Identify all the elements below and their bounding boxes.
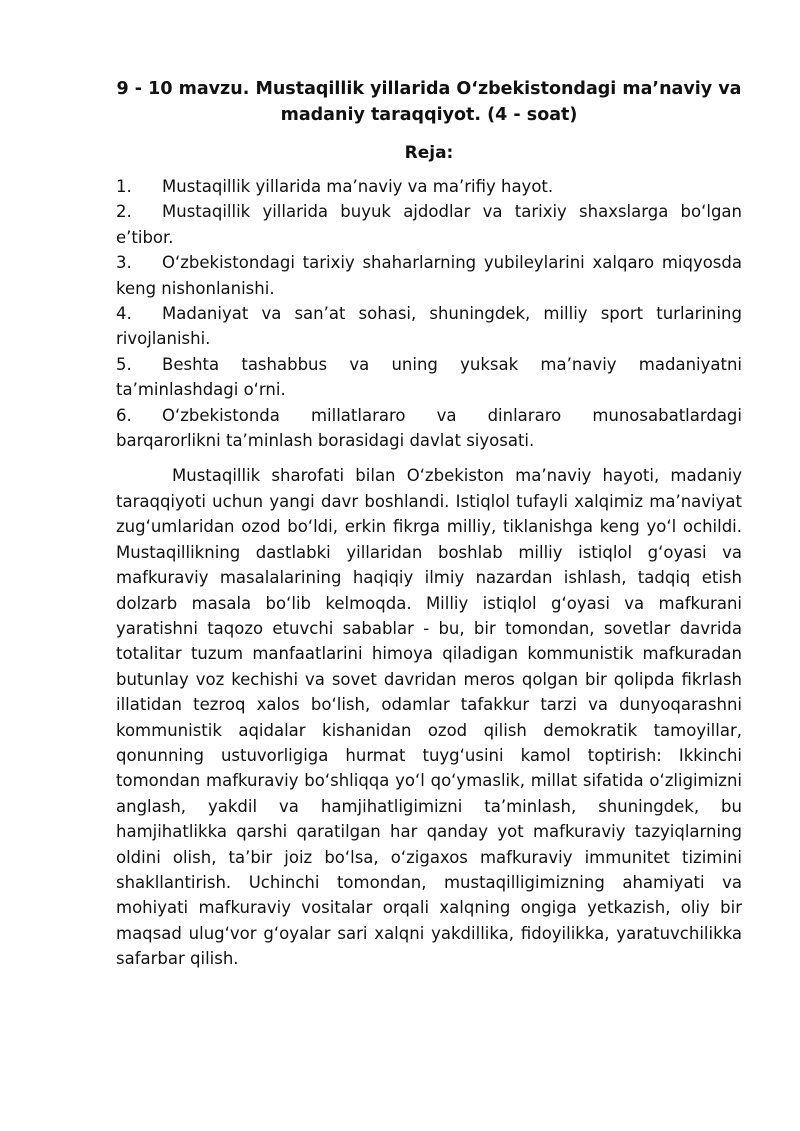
plan-item [116,352,742,403]
plan-item-text: Mustaqillik yillarida ma’naviy va ma’rifiy hayot. [162,177,554,196]
plan-item-number: 3. [116,253,132,273]
plan-item [116,403,742,454]
plan-item-text: O‘zbekistonda millatlararo va dinlararo munosabatlardagi barqarorlikni ta’minlash borasidagi davlat siyosati. [116,405,742,451]
plan-item-text: Madaniyat va san’at sohasi, shuningdek, milliy sport turlarining rivojlanishi. [116,304,742,349]
plan-item [116,199,742,250]
plan-item-number: 4. [116,304,132,324]
plan-heading: Reja: [404,143,454,163]
plan-item-text: Mustaqillik yillarida buyuk ajdodlar va tarixiy shaxslarga bo‘lgan e’tibor. [116,202,742,247]
plan-item [116,174,742,199]
plan-list [116,174,742,453]
body-paragraph: Mustaqillik sharofati bilan O‘zbekiston ma’naviy hayoti, madaniy taraqqiyoti uchun yangi davr boshlandi. Istiqlol tufayli xalqimiz ma’naviyat zug‘umlaridan ozod bo‘ldi, erkin fikrga milliy, tiklanishga keng yo‘l ochildi. Mustaqillikning dastlabki yillaridan boshlab milliy istiqlol g‘oyasi va mafkuraviy masalalarining haqiqiy ilmiy nazardan ishlash, tadqiq etish dolzarb masala bo‘lib kelmoqda. Milliy istiqlol g‘oyasi va mafkurani yaratishni taqozo etuvchi sabablar - bu, bir tomondan, sovetlar davrida totalitar tuzum manfaatlarini himoya qiladigan kommunistik mafkuradan butunlay voz kechishi va sovet davridan meros qolgan bir qolipda fikrlash illatidan tezroq xalos bo‘lish, odamlar tafakkur tarzi va dunyoqarashni kommunistik aqidalar kishanidan ozod qilish demokratik tamoyillar, qonunning ustuvorligiga hurmat tuyg‘usini kamol toptirish: Ikkinchi tomondan mafkuraviy bo‘shliqqa yo‘l qo‘ymaslik, millat sifatida o‘zligimizni anglash, yakdil va hamjihatligimizni ta’minlash, shuningdek, bu hamjihatlikka qarshi qaratilgan har qanday yot mafkuraviy tazyiqlarning oldini olish, ta’bir joiz bo‘lsa, o‘zigaxos mafkuraviy immunitet tizimini shakllantirish. Uchinchi tomondan, mustaqilligimizning ahamiyati va mohiyati mafkuraviy vositalar orqali xalqning ongiga yetkazish, oliy bir maqsad ulug‘vor g‘oyalar sari xalqni yakdillika, fidoyilikka, yaratuvchilikka safarbar qilish. [116,466,742,969]
plan-item-number: 5. [116,354,132,374]
plan-item [116,301,742,352]
document-page [116,76,742,972]
page-title: 9 - 10 mavzu. Mustaqillik yillarida O‘zbekistondagi ma’naviy va madaniy taraqqiyot. (4 - soat) [116,79,742,125]
plan-item-number: 2. [116,202,132,222]
plan-item-number: 6. [116,405,132,425]
plan-item-text: O‘zbekistondagi tarixiy shaharlarning yubileylarini xalqaro miqyosda keng nishonlanishi. [116,253,742,298]
plan-item-number: 1. [116,177,132,196]
plan-item [116,250,742,301]
plan-item-text: Beshta tashabbus va uning yuksak ma’naviy madaniyatni ta’minlashdagi o‘rni. [116,354,742,400]
